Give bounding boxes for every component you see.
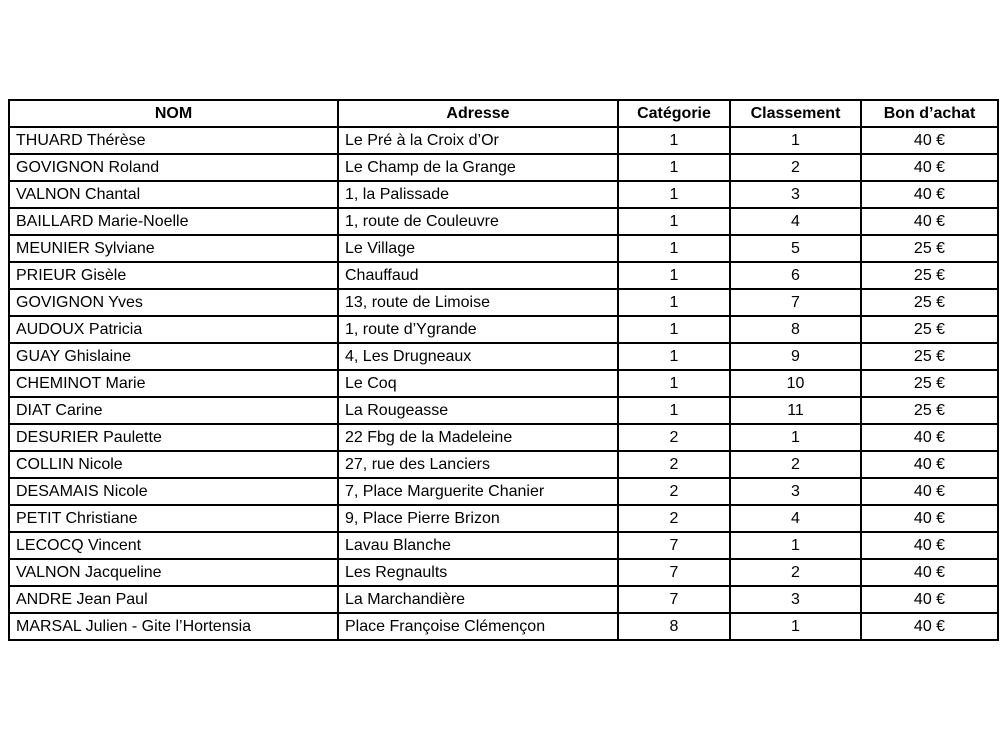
voucher-cell: 25 € (861, 316, 998, 343)
rank-cell: 2 (730, 451, 861, 478)
category-cell: 1 (618, 316, 730, 343)
name-cell: DESAMAIS Nicole (9, 478, 338, 505)
voucher-cell: 25 € (861, 397, 998, 424)
address-cell: 9, Place Pierre Brizon (338, 505, 618, 532)
address-cell: La Marchandière (338, 586, 618, 613)
table-row (9, 316, 998, 343)
table-row (9, 370, 998, 397)
rank-cell: 2 (730, 559, 861, 586)
rank-cell: 4 (730, 505, 861, 532)
voucher-cell: 25 € (861, 262, 998, 289)
category-cell: 1 (618, 397, 730, 424)
table-row (9, 208, 998, 235)
name-cell: ANDRE Jean Paul (9, 586, 338, 613)
name-cell: MEUNIER Sylviane (9, 235, 338, 262)
voucher-cell: 40 € (861, 532, 998, 559)
address-cell: Le Champ de la Grange (338, 154, 618, 181)
column-header-classement: Classement (730, 100, 861, 127)
column-header-categorie: Catégorie (618, 100, 730, 127)
rank-cell: 4 (730, 208, 861, 235)
name-cell: BAILLARD Marie-Noelle (9, 208, 338, 235)
category-cell: 7 (618, 586, 730, 613)
name-cell: LECOCQ Vincent (9, 532, 338, 559)
address-cell: Le Coq (338, 370, 618, 397)
table-row (9, 397, 998, 424)
name-cell: COLLIN Nicole (9, 451, 338, 478)
category-cell: 1 (618, 181, 730, 208)
category-cell: 2 (618, 451, 730, 478)
rank-cell: 5 (730, 235, 861, 262)
voucher-cell: 40 € (861, 424, 998, 451)
category-cell: 2 (618, 424, 730, 451)
voucher-cell: 25 € (861, 289, 998, 316)
address-cell: 1, route d’Ygrande (338, 316, 618, 343)
voucher-cell: 40 € (861, 127, 998, 154)
name-cell: CHEMINOT Marie (9, 370, 338, 397)
address-cell: 1, route de Couleuvre (338, 208, 618, 235)
table-row (9, 559, 998, 586)
rank-cell: 8 (730, 316, 861, 343)
category-cell: 7 (618, 559, 730, 586)
rank-cell: 3 (730, 181, 861, 208)
name-cell: GOVIGNON Yves (9, 289, 338, 316)
name-cell: THUARD Thérèse (9, 127, 338, 154)
address-cell: 4, Les Drugneaux (338, 343, 618, 370)
voucher-cell: 25 € (861, 343, 998, 370)
rank-cell: 1 (730, 424, 861, 451)
address-cell: 7, Place Marguerite Chanier (338, 478, 618, 505)
voucher-cell: 40 € (861, 478, 998, 505)
table-row (9, 586, 998, 613)
table-row (9, 478, 998, 505)
prize-table (8, 99, 999, 641)
rank-cell: 3 (730, 586, 861, 613)
address-cell: Le Village (338, 235, 618, 262)
voucher-cell: 40 € (861, 451, 998, 478)
voucher-cell: 40 € (861, 181, 998, 208)
table-row (9, 181, 998, 208)
name-cell: MARSAL Julien - Gite l’Hortensia (9, 613, 338, 640)
rank-cell: 7 (730, 289, 861, 316)
voucher-cell: 40 € (861, 559, 998, 586)
category-cell: 1 (618, 289, 730, 316)
address-cell: Place Françoise Clémençon (338, 613, 618, 640)
category-cell: 1 (618, 343, 730, 370)
category-cell: 1 (618, 370, 730, 397)
category-cell: 7 (618, 532, 730, 559)
table-row (9, 235, 998, 262)
table-row (9, 532, 998, 559)
table-row (9, 505, 998, 532)
rank-cell: 9 (730, 343, 861, 370)
name-cell: DESURIER Paulette (9, 424, 338, 451)
category-cell: 1 (618, 127, 730, 154)
rank-cell: 3 (730, 478, 861, 505)
name-cell: GUAY Ghislaine (9, 343, 338, 370)
table-row (9, 262, 998, 289)
column-header-nom: NOM (9, 100, 338, 127)
header-row (9, 100, 998, 127)
rank-cell: 11 (730, 397, 861, 424)
address-cell: 27, rue des Lanciers (338, 451, 618, 478)
column-header-bon-dachat: Bon d’achat (861, 100, 998, 127)
category-cell: 1 (618, 154, 730, 181)
table-row (9, 613, 998, 640)
rank-cell: 10 (730, 370, 861, 397)
table-row (9, 343, 998, 370)
name-cell: DIAT Carine (9, 397, 338, 424)
name-cell: VALNON Jacqueline (9, 559, 338, 586)
table-row (9, 451, 998, 478)
address-cell: 13, route de Limoise (338, 289, 618, 316)
name-cell: VALNON Chantal (9, 181, 338, 208)
category-cell: 1 (618, 235, 730, 262)
rank-cell: 1 (730, 613, 861, 640)
table-row (9, 424, 998, 451)
voucher-cell: 40 € (861, 154, 998, 181)
address-cell: Chauffaud (338, 262, 618, 289)
name-cell: GOVIGNON Roland (9, 154, 338, 181)
table-row (9, 127, 998, 154)
name-cell: PETIT Christiane (9, 505, 338, 532)
category-cell: 8 (618, 613, 730, 640)
voucher-cell: 40 € (861, 208, 998, 235)
address-cell: La Rougeasse (338, 397, 618, 424)
address-cell: Le Pré à la Croix d’Or (338, 127, 618, 154)
rank-cell: 6 (730, 262, 861, 289)
voucher-cell: 25 € (861, 370, 998, 397)
rank-cell: 2 (730, 154, 861, 181)
rank-cell: 1 (730, 532, 861, 559)
category-cell: 1 (618, 208, 730, 235)
address-cell: 22 Fbg de la Madeleine (338, 424, 618, 451)
voucher-cell: 25 € (861, 235, 998, 262)
address-cell: Lavau Blanche (338, 532, 618, 559)
category-cell: 1 (618, 262, 730, 289)
table-row (9, 289, 998, 316)
address-cell: Les Regnaults (338, 559, 618, 586)
table-body (9, 127, 998, 640)
table-header (9, 100, 998, 127)
category-cell: 2 (618, 505, 730, 532)
rank-cell: 1 (730, 127, 861, 154)
name-cell: PRIEUR Gisèle (9, 262, 338, 289)
table-row (9, 154, 998, 181)
voucher-cell: 40 € (861, 586, 998, 613)
column-header-adresse: Adresse (338, 100, 618, 127)
name-cell: AUDOUX Patricia (9, 316, 338, 343)
category-cell: 2 (618, 478, 730, 505)
address-cell: 1, la Palissade (338, 181, 618, 208)
voucher-cell: 40 € (861, 613, 998, 640)
voucher-cell: 40 € (861, 505, 998, 532)
